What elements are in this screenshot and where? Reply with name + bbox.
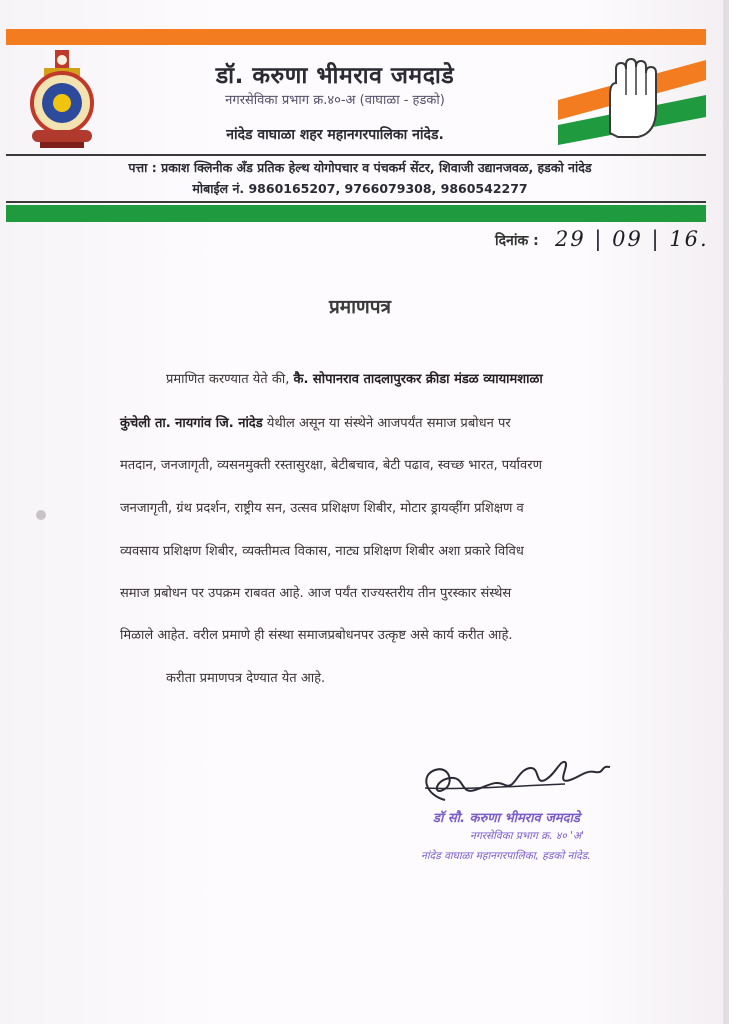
- letterhead-name: डॉ. करुणा भीमराव जमदाडे: [215, 63, 455, 89]
- body-line-2-text: येथील असून या संस्थेने आजपर्यंत समाज प्रबोधन पर: [266, 416, 511, 431]
- body-line-4: जनजागृती, ग्रंथ प्रदर्शन, राष्ट्रीय सन, उत्सव प्रशिक्षण शिबीर, मोटार ड्रायव्हींग प्रशिक्षण व: [120, 501, 524, 516]
- header-rule-bottom: [6, 201, 706, 203]
- body-line-1: [166, 369, 543, 387]
- body-line-8: करीता प्रमाणपत्र देण्यात येत आहे.: [166, 671, 326, 686]
- municipal-emblem-icon: [22, 48, 102, 152]
- certificate-heading: प्रमाणपत्र: [328, 296, 392, 318]
- body-line-1-text: प्रमाणित करण्यात येते की,: [166, 372, 290, 387]
- green-stripe: [6, 205, 706, 222]
- body-line-3: मतदान, जनजागृती, व्यसनमुक्ती रस्तासुरक्षा, बेटीबचाव, बेटी पढाव, स्वच्छ भारत, पर्यावरण: [120, 458, 542, 473]
- date-value: 29 | 09 | 16.: [555, 227, 709, 251]
- stamp-name: डॉ सौ. करुणा भीमराव जमदाडे: [433, 811, 580, 826]
- orange-stripe: [6, 29, 706, 45]
- date-label: दिनांक :: [495, 233, 539, 249]
- letterhead-corporation: नांदेड वाघाळा शहर महानगरपालिका नांदेड.: [226, 127, 444, 143]
- letterhead-address: पत्ता : प्रकाश क्लिनीक ॲंड प्रतिक हेल्थ योगोपचार व पंचकर्म सेंटर, शिवाजी उद्यानजवळ, हडको नांदेड: [128, 160, 592, 175]
- institution-name: कै. सोपानराव तादलापुरकर क्रीडा मंडळ व्यायामशाळा: [293, 372, 543, 387]
- stamp-organization: नांदेड वाघाळा महानगरपालिका, हडको नांदेड.: [421, 850, 591, 862]
- body-line-7: मिळाले आहेत. वरील प्रमाणे ही संस्था समाजप्रबोधनपर उत्कृष्ट असे कार्य करीत आहे.: [120, 628, 513, 643]
- header-rule-top: [6, 154, 706, 156]
- body-line-2: [120, 413, 511, 431]
- party-hand-icon: [558, 55, 706, 145]
- paper-speck: [36, 510, 46, 520]
- letterhead-ward: नगरसेविका प्रभाग क्र.४०-अ (वाघाळा - हडको): [225, 93, 445, 108]
- body-line-6: समाज प्रबोधन पर उपक्रम राबवत आहे. आज पर्यंत राज्यस्तरीय तीन पुरस्कार संस्थेस: [120, 586, 512, 601]
- paper-edge: [723, 0, 729, 1024]
- letterhead-mobile: मोबाईल नं. 9860165207, 9766079308, 9860542277: [192, 181, 528, 196]
- institution-location: कुंचेली ता. नायगांव जि. नांदेड: [120, 416, 263, 431]
- stamp-ward: नगरसेविका प्रभाग क्र. ४० 'अ': [470, 830, 584, 842]
- body-line-5: व्यवसाय प्रशिक्षण शिबीर, व्यक्तीमत्व विकास, नाट्य प्रशिक्षण शिबीर अशा प्रकारे विविध: [120, 544, 524, 559]
